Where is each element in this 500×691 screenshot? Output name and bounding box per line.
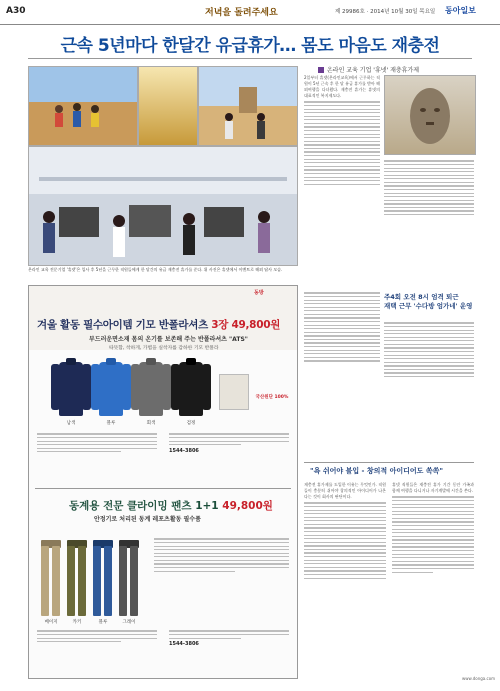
footer-url: www.donga.com — [462, 676, 496, 681]
subhead-1: 주4회 오전 8시 엄격 퇴근 재택 근무 '수다방 엄가네' 운영 — [384, 293, 473, 310]
shirt-navy — [51, 356, 91, 418]
color-label-2: 블루 — [106, 421, 116, 426]
page-number: A30 — [6, 6, 26, 16]
kicker-square-icon — [318, 67, 324, 73]
page-header — [0, 0, 500, 25]
pants-khaki — [67, 536, 87, 616]
photo-festival — [138, 66, 198, 146]
article-column-4 — [384, 320, 474, 460]
product-package — [219, 374, 249, 410]
subhead-2: "욕 쉬어야 불입 - 창의적 아이디어도 쏙쏙" — [310, 467, 444, 475]
pants-color-1: 베이지 — [44, 620, 58, 625]
pants-blue — [93, 536, 113, 616]
ad-order-info-1 — [169, 431, 289, 483]
origin-badge: 국산원단 100% — [255, 395, 289, 400]
advertisement — [28, 285, 298, 679]
article-kicker: 온라인 교육 기업 '휴넷' 재충휴가제 — [318, 65, 419, 74]
tourists-icon — [199, 67, 297, 145]
pants-beige — [41, 536, 61, 616]
people-group-icon — [29, 67, 137, 145]
color-label-4: 검정 — [186, 421, 196, 426]
pants-color-2: 카키 — [72, 620, 82, 625]
photo-desert-trip — [28, 66, 138, 146]
ad-phone-1: 1544-3806 — [169, 447, 199, 454]
color-label-1: 남색 — [66, 421, 76, 426]
ad-tagline-1: 따뜻함, 착하게, 가볍을 실착자를 감하한 기모 반폴라 — [109, 346, 219, 351]
shirt-black — [171, 356, 211, 418]
pants-gray — [119, 536, 139, 616]
ad-description-2 — [154, 536, 289, 616]
article-column-6: 휴넷 직원들은 재충전 휴가 기간 동안 가족과 함께 여행을 다니거나 자기계발에 시간을 쓴다. — [392, 482, 474, 672]
photo-office — [28, 146, 298, 266]
article-column-1: 2일부터 휴넷(온라인교육)에서 근무하는 직원이 5년 근속 후 한 달 유급 휴가를 받아 해외여행을 다녀왔다. 재충전 휴가는 휴넷의 대표적인 복지제도다. — [304, 75, 380, 285]
office-workers-icon — [29, 147, 297, 265]
shirt-gray — [131, 356, 171, 418]
newspaper-logo: 동아일보 — [445, 5, 476, 15]
stone-statue-icon — [385, 76, 475, 154]
photo-statue — [384, 75, 476, 155]
article-column-3 — [304, 290, 380, 460]
ad-brand: 동방 — [254, 290, 264, 296]
ad-divider — [35, 488, 291, 489]
ad-subtitle-2: 안정기로 처리된 동계 레포츠활동 필수품 — [94, 516, 201, 523]
color-label-3: 회색 — [146, 421, 156, 426]
headline: 근속 5년마다 한달간 유급휴가… 몸도 마음도 재충전 — [60, 36, 440, 56]
article-column-5: 재충전 휴가제를 도입한 이유는 무엇인가. 직원들이 충분히 쉬어야 창의적인 아이디어가 나온다는 것이 회사의 판단이다. — [304, 482, 386, 672]
section-title: 저녁을 돌려주세요 — [205, 8, 278, 18]
ad-title-2: 동계용 전문 클라이밍 팬츠 1+1 49,800원 — [69, 500, 273, 512]
shirt-blue — [91, 356, 131, 418]
section-divider — [304, 462, 474, 463]
article-column-2 — [384, 158, 474, 286]
headline-divider — [28, 58, 472, 59]
ad-subtitle-1: 부드러운면소재 몸의 온기를 보존해 주는 반폴라셔츠 "ATS" — [89, 336, 248, 343]
ad-phone-2: 1544-3806 — [169, 641, 199, 648]
photo-caption: 온라인 교육 전문기업 '휴넷'은 입사 후 5년을 근무한 직원들에게 한 달간의 유급 재충전 휴가를 준다. 위 사진은 휴넷에서 이벤트로 해외 답사 모습. — [28, 267, 283, 272]
pants-color-3: 블루 — [98, 620, 108, 625]
ad-order-info-2 — [169, 628, 289, 668]
ad-description-1 — [37, 431, 157, 483]
ad-specs-2 — [37, 628, 157, 668]
pants-color-4: 그레이 — [122, 620, 136, 625]
ad-title-1: 겨울 활동 필수아이템 기모 반폴라셔츠 3장 49,800원 — [37, 319, 281, 331]
issue-date: 제 29986호 · 2014년 10월 30일 목요일 — [335, 9, 436, 15]
photo-tour — [198, 66, 298, 146]
